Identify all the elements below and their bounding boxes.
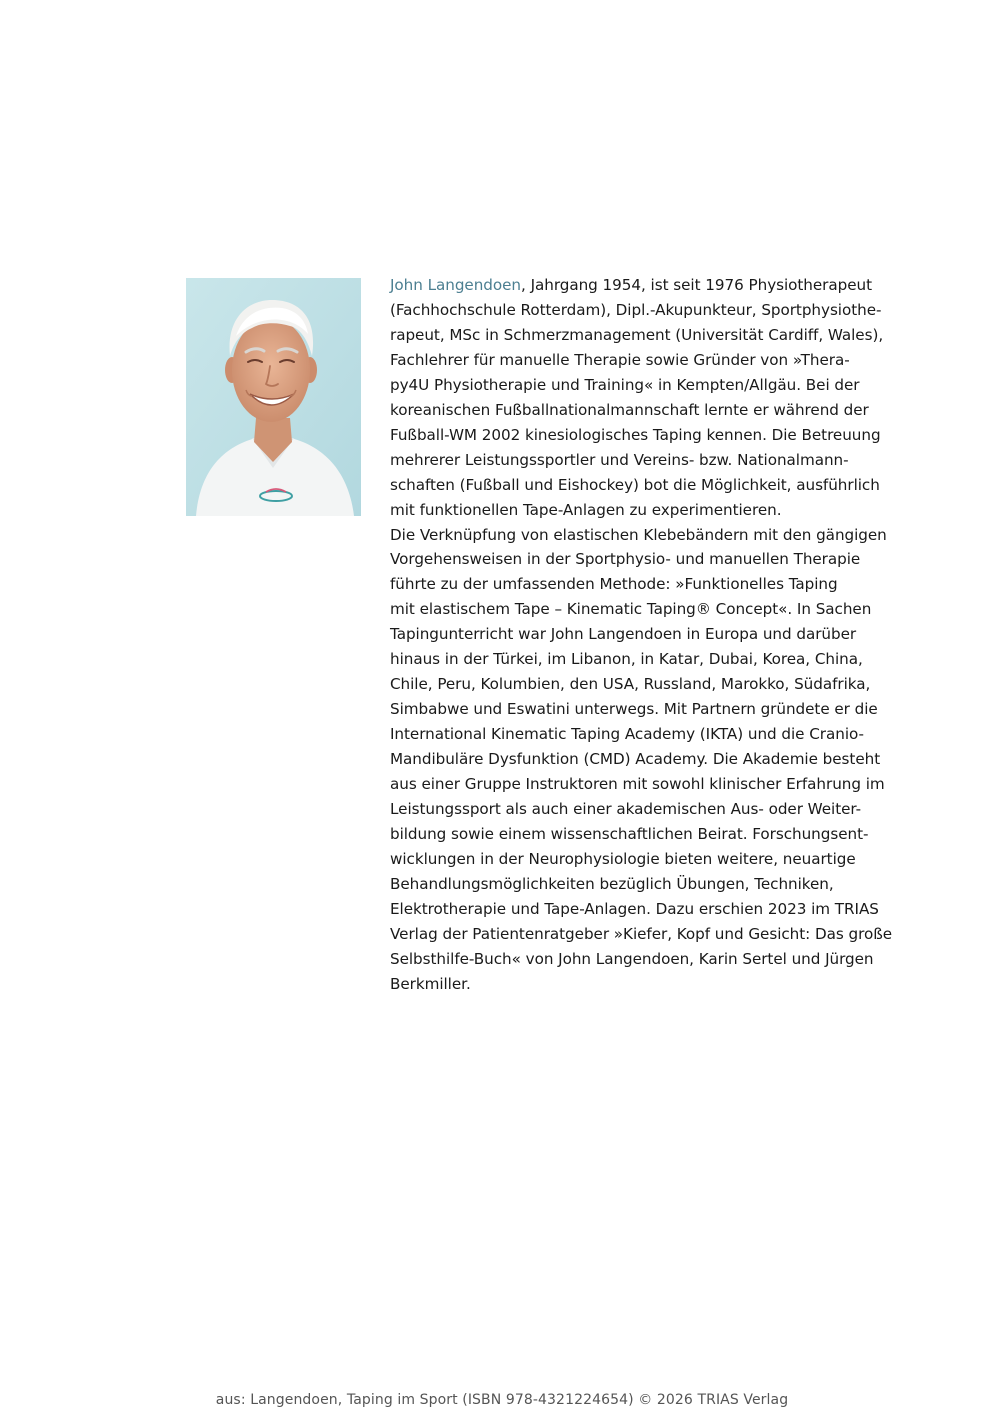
- bio-line: wicklungen in der Neurophysiologie bieten weitere, neuartige: [390, 849, 856, 868]
- bio-line: mit elastischem Tape – Kinematic Taping® Concept«. In Sachen: [390, 600, 872, 619]
- bio-line: rapeut, MSc in Schmerzmanagement (Universität Cardiff, Wales),: [390, 325, 884, 344]
- bio-line: bildung sowie einem wissenschaftlichen Beirat. Forschungsent-: [390, 824, 869, 843]
- bio-line: Behandlungsmöglichkeiten bezüglich Übungen, Techniken,: [390, 874, 834, 893]
- page-footer-citation: aus: Langendoen, Taping im Sport (ISBN 978-4321224654) © 2026 TRIAS Verlag: [215, 1392, 789, 1408]
- bio-line: International Kinematic Taping Academy (IKTA) und die Cranio-: [390, 725, 864, 744]
- bio-line: py4U Physiotherapie und Training« in Kempten/Allgäu. Bei der: [390, 375, 860, 394]
- bio-line: mit funktionellen Tape-Anlagen zu experimentieren.: [390, 500, 782, 519]
- bio-line: Selbsthilfe-Buch« von John Langendoen, Karin Sertel und Jürgen: [390, 949, 874, 968]
- bio-line: mehrerer Leistungssportler und Vereins- bzw. Nationalmann-: [390, 450, 849, 469]
- bio-line: führte zu der umfassenden Methode: »Funktionelles Taping: [390, 575, 838, 594]
- bio-line: Leistungssport als auch einer akademischen Aus- oder Weiter-: [390, 800, 862, 819]
- bio-line: John Langendoen, Jahrgang 1954, ist seit 1976 Physiotherapeut: [390, 276, 872, 294]
- bio-line: Berkmiller.: [390, 974, 471, 993]
- bio-line: aus einer Gruppe Instruktoren mit sowohl klinischer Erfahrung im: [390, 775, 885, 794]
- bio-line: Mandibuläre Dysfunktion (CMD) Academy. Die Akademie besteht: [390, 750, 881, 769]
- bio-line: Verlag der Patientenratgeber »Kiefer, Kopf und Gesicht: Das große: [390, 924, 893, 943]
- bio-line: hinaus in der Türkei, im Libanon, in Katar, Dubai, Korea, China,: [390, 650, 863, 669]
- bio-line: Tapingunterricht war John Langendoen in Europa und darüber: [390, 625, 857, 644]
- author-bio: [390, 273, 910, 997]
- bio-line: schaften (Fußball und Eishockey) bot die Möglichkeit, ausführlich: [390, 475, 880, 494]
- bio-line: koreanischen Fußballnationalmannschaft lernte er während der: [390, 400, 869, 419]
- bio-line: Fachlehrer für manuelle Therapie sowie Gründer von »Thera-: [390, 350, 850, 369]
- bio-line: (Fachhochschule Rotterdam), Dipl.-Akupunkteur, Sportphysiothe-: [390, 300, 882, 319]
- bio-line: Vorgehensweisen in der Sportphysio- und manuellen Therapie: [390, 550, 861, 569]
- bio-line: Elektrotherapie und Tape-Anlagen. Dazu erschien 2023 im TRIAS: [390, 899, 879, 918]
- bio-line: Simbabwe und Eswatini unterwegs. Mit Partnern gründete er die: [390, 700, 878, 719]
- bio-line: Chile, Peru, Kolumbien, den USA, Russland, Marokko, Südafrika,: [390, 675, 871, 694]
- bio-line: Fußball-WM 2002 kinesiologisches Taping kennen. Die Betreuung: [390, 425, 881, 444]
- author-name: John Langendoen: [390, 276, 522, 294]
- bio-line: Die Verknüpfung von elastischen Klebebändern mit den gängigen: [390, 525, 887, 544]
- author-photo: [186, 278, 361, 516]
